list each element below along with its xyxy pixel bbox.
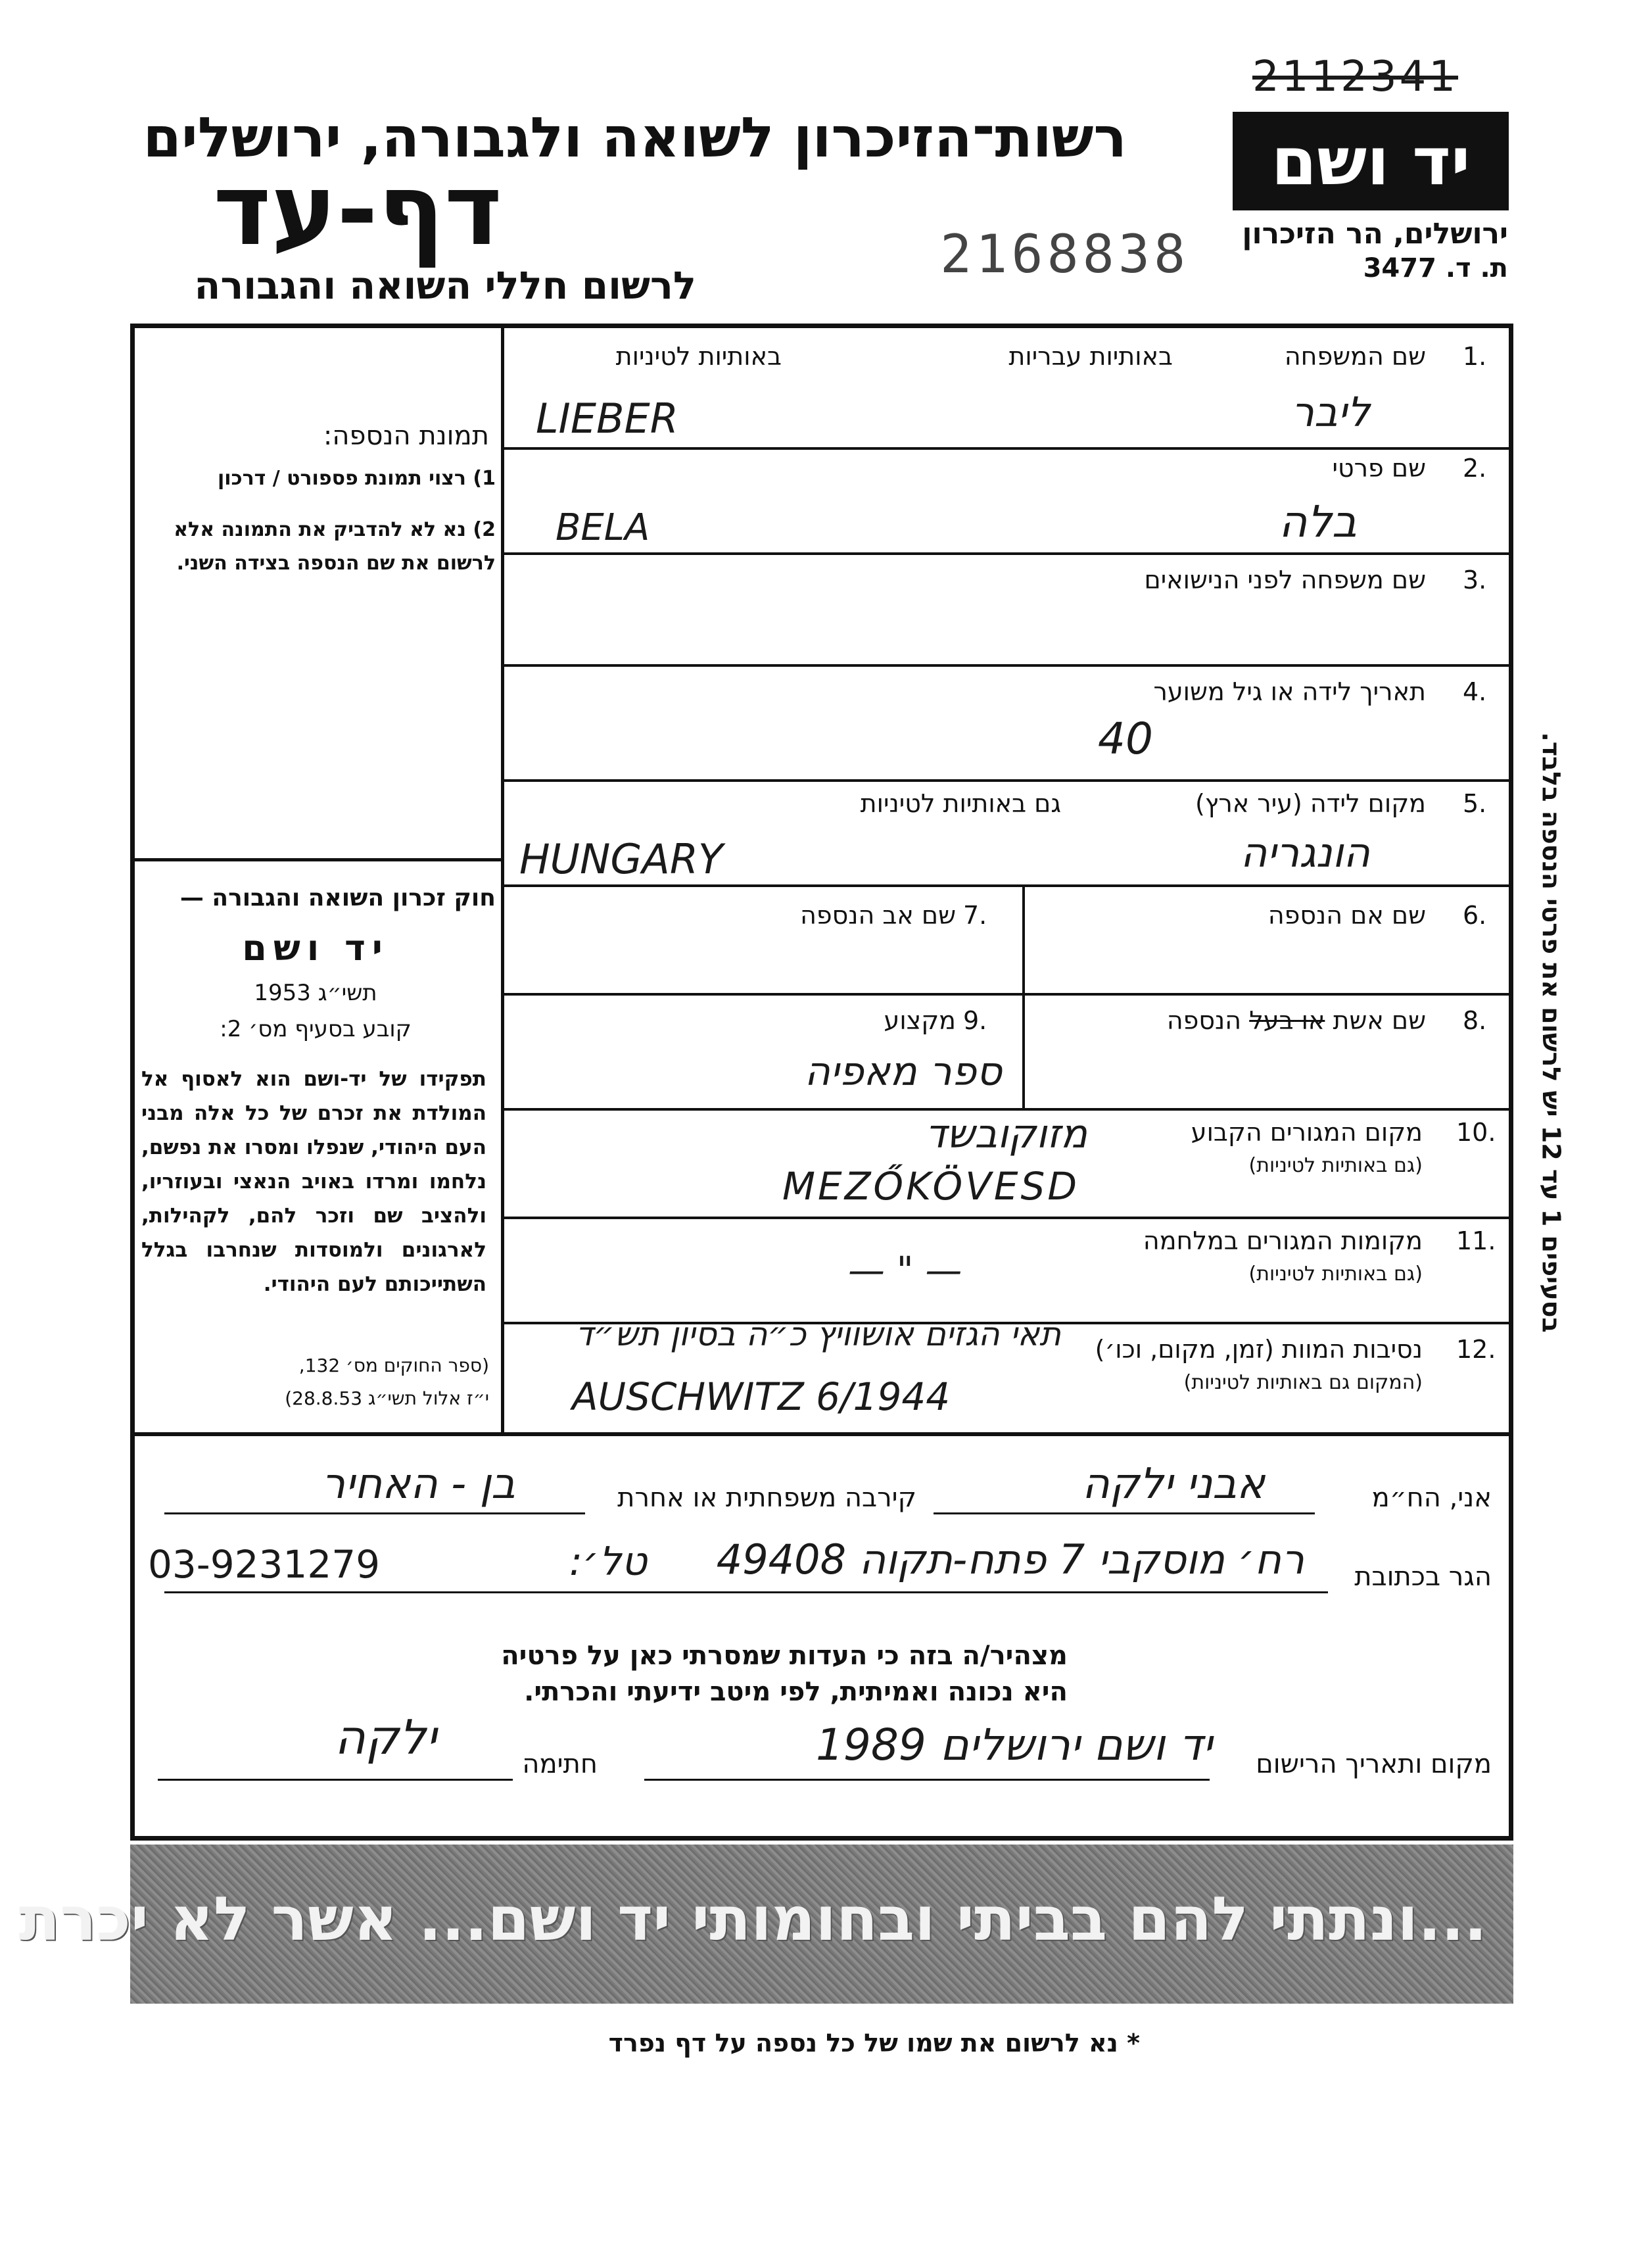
field-2-value-latin[interactable]: BELA [556,506,650,549]
law-name: יד ושם [242,927,389,969]
field-5-value-latin[interactable]: HUNGARY [519,835,723,883]
signature-value[interactable]: ילקה [334,1710,437,1765]
field-8-label [1167,1006,1426,1035]
banner-quote: ...ונתתי להם בביתי ובחומותי יד ושם... אשר לא יכרת [18,1884,1487,1954]
row-divider-5 [504,884,1513,887]
form-title: דף-עד [213,153,502,268]
photo-note-1: 1) רצוי תמונת פספורט / דרכון [217,467,496,490]
logo-text: יד ושם [1271,122,1471,200]
row-divider-7 [504,1108,1513,1111]
yad-vashem-logo [1233,112,1509,210]
field-12-latin-hint: (המקום גם באותיות לטיניות) [1183,1371,1423,1394]
field-11-label: מקומות המגורים במלחמה [1143,1226,1423,1255]
place-date-label: מקום ותאריך הרישום [1256,1749,1492,1779]
field-1-number: 1. [1463,342,1487,371]
field-10-latin-hint: (גם באותיות לטיניות) [1248,1154,1423,1177]
field-11-number: 11. [1456,1226,1496,1255]
footer-note: * נא לרשום את שמו של כל נספה על דף נפרד [608,2029,1140,2058]
field-1-value-latin[interactable]: LIEBER [536,395,678,443]
field-1-label: שם המשפחה [1284,342,1426,371]
declarant-label: אני, הח״מ [1371,1483,1492,1513]
field-11-latin-hint: (גם באותיות לטיניות) [1248,1263,1423,1286]
row-divider-1 [504,447,1513,450]
field-6-number: 6. [1463,901,1487,930]
statement-line-1: מצהיר/ה בזה כי העדות שמסרתי כאן על פרטיה [501,1641,1068,1671]
field-4-value[interactable]: 40 [1098,713,1153,764]
relation-value[interactable]: בן - האחיר [321,1460,515,1508]
law-title: חוק זכרון השואה והגבורה — [179,884,496,911]
law-year: תשי״ג 1953 [254,980,377,1006]
field-3-number: 3. [1463,566,1487,594]
row-divider-8 [504,1217,1513,1219]
phone-label: טל׳: [569,1539,647,1585]
field-2-number: 2. [1463,454,1487,483]
place-date-line [644,1779,1210,1781]
field-10-value-latin[interactable]: MEZŐKÖVESD [782,1164,1080,1209]
relation-label: קירבה משפחתית או אחרת [617,1483,916,1513]
declarant-value[interactable]: אבני ילקה [1082,1460,1265,1508]
side-note [1519,671,1584,1394]
field-4-number: 4. [1463,677,1487,706]
ref-number-stamp: 2168838 [940,224,1190,285]
declarant-line [934,1512,1315,1514]
place-date-value[interactable]: יד ושם ירושלים 1989 [815,1720,1212,1770]
column-divider [501,324,504,1435]
ref-number-top: 2112341 [1252,53,1459,101]
field-1-latin-hint: באותיות לטיניות [615,342,782,371]
field-2-label: שם פרטי [1332,454,1426,483]
field-10-value-hebrew[interactable]: מזוקובשד [925,1111,1087,1157]
signature-label: חתימה [522,1749,598,1779]
row-divider-3 [504,664,1513,667]
field-12-value-hebrew[interactable]: תאי הגזים אושוויץ כ״ה בסיון תש״ד [575,1315,1061,1353]
field-1-value-hebrew[interactable]: ליבר [1291,388,1370,436]
field-3-label: שם משפחה לפני הנישואים [1144,566,1426,594]
address-line-1: ירושלים, הר הזיכרון [1242,217,1508,251]
field-4-label: תאריך לידה או גיל משוער [1153,677,1426,706]
field-7-label: שם אב הנספה [800,901,956,930]
table-bottom [130,1432,1513,1436]
address-value[interactable]: רח׳ מוסקבי 7 פתח-תקוה 49408 [716,1535,1304,1583]
field-9-number: 9. [963,1006,987,1035]
row-divider-4 [504,779,1513,782]
relation-line [164,1512,585,1514]
field-12-label: נסיבות המוות (זמן, מקום, וכו׳) [1095,1335,1423,1364]
field-2-value-hebrew[interactable]: בלה [1279,496,1357,547]
field-12-value-latin[interactable]: AUSCHWITZ 6/1944 [572,1374,951,1419]
field-5-label: מקום לידה (עיר ארץ) [1195,789,1426,818]
row-divider-6 [504,993,1513,996]
field-8-label-strike: או בעל [1249,1006,1325,1035]
law-clause: קובע בסעיף מס׳ 2: [220,1016,412,1042]
field-10-label: מקום המגורים הקבוע [1191,1118,1423,1147]
field-12-number: 12. [1456,1335,1496,1364]
photo-note-2: 2) נא לא להדביק את התמונה אלא לרשום את שם הנספה בצידה השני. [174,518,496,575]
field-9-label: מקצוע [884,1006,956,1035]
signature-line [158,1779,513,1781]
field-5-value-hebrew[interactable]: הונגריה [1240,829,1370,877]
field-8-label-a: שם אשת [1333,1006,1426,1035]
address-line [164,1591,1328,1593]
field-8-number: 8. [1463,1006,1487,1035]
authority-line: רשות־הזיכרון לשואה ולגבורה, ירושלים [143,105,1127,170]
law-source: (ספר החוקים מס׳ 132, [298,1355,489,1376]
field-9-value[interactable]: ספר מאפיה [804,1049,1002,1095]
photo-title: תמונת הנספה: [323,421,489,451]
form-subtitle: לרשום חללי השואה והגבורה [194,263,696,308]
law-body: תפקידו של יד-ושם הוא לאסוף אל המולדת את זכרם של כל אלה מבני העם היהודי, שנפלו ומסרו את נפשם, נלחמו ומרדו באויב הנאצי ובעוזריו, ולהציב שם וזכר להם, לקהילות, לארגונים ולמוסדות שנחרבו בגלל השתייכותם לעם היהודי. [141,1067,486,1297]
field-10-number: 10. [1456,1118,1496,1147]
field-7-number: 7. [963,901,987,930]
address-label: הגר בכתובת [1354,1562,1492,1592]
field-6-label: שם אם הנספה [1267,901,1426,930]
panel-divider [130,858,504,861]
split-6-7 [1022,884,1025,1108]
row-divider-2 [504,552,1513,555]
address-line-2: ת. ד. 3477 [1363,253,1508,283]
field-5-number: 5. [1463,789,1487,818]
quote-banner [18,1845,1513,2004]
phone-value[interactable]: 03-9231279 [148,1542,381,1587]
statement-line-2: היא נכונה ואמיתית, לפי מיטב ידיעתי והכרתי. [524,1677,1068,1707]
field-8-label-b: הנספה [1166,1006,1242,1035]
side-note-text: בסעיפים 1 עד 12 יש לרשום את פרטי הנספה בלבד. [1537,732,1567,1333]
law-date: י״ז אלול תשי״ג 28.8.53) [285,1387,489,1409]
field-5-latin-hint: גם באותיות לטיניות [860,789,1061,818]
field-1-hebrew-hint: באותיות עבריות [1008,342,1173,371]
field-11-value[interactable]: — " — [848,1249,962,1292]
